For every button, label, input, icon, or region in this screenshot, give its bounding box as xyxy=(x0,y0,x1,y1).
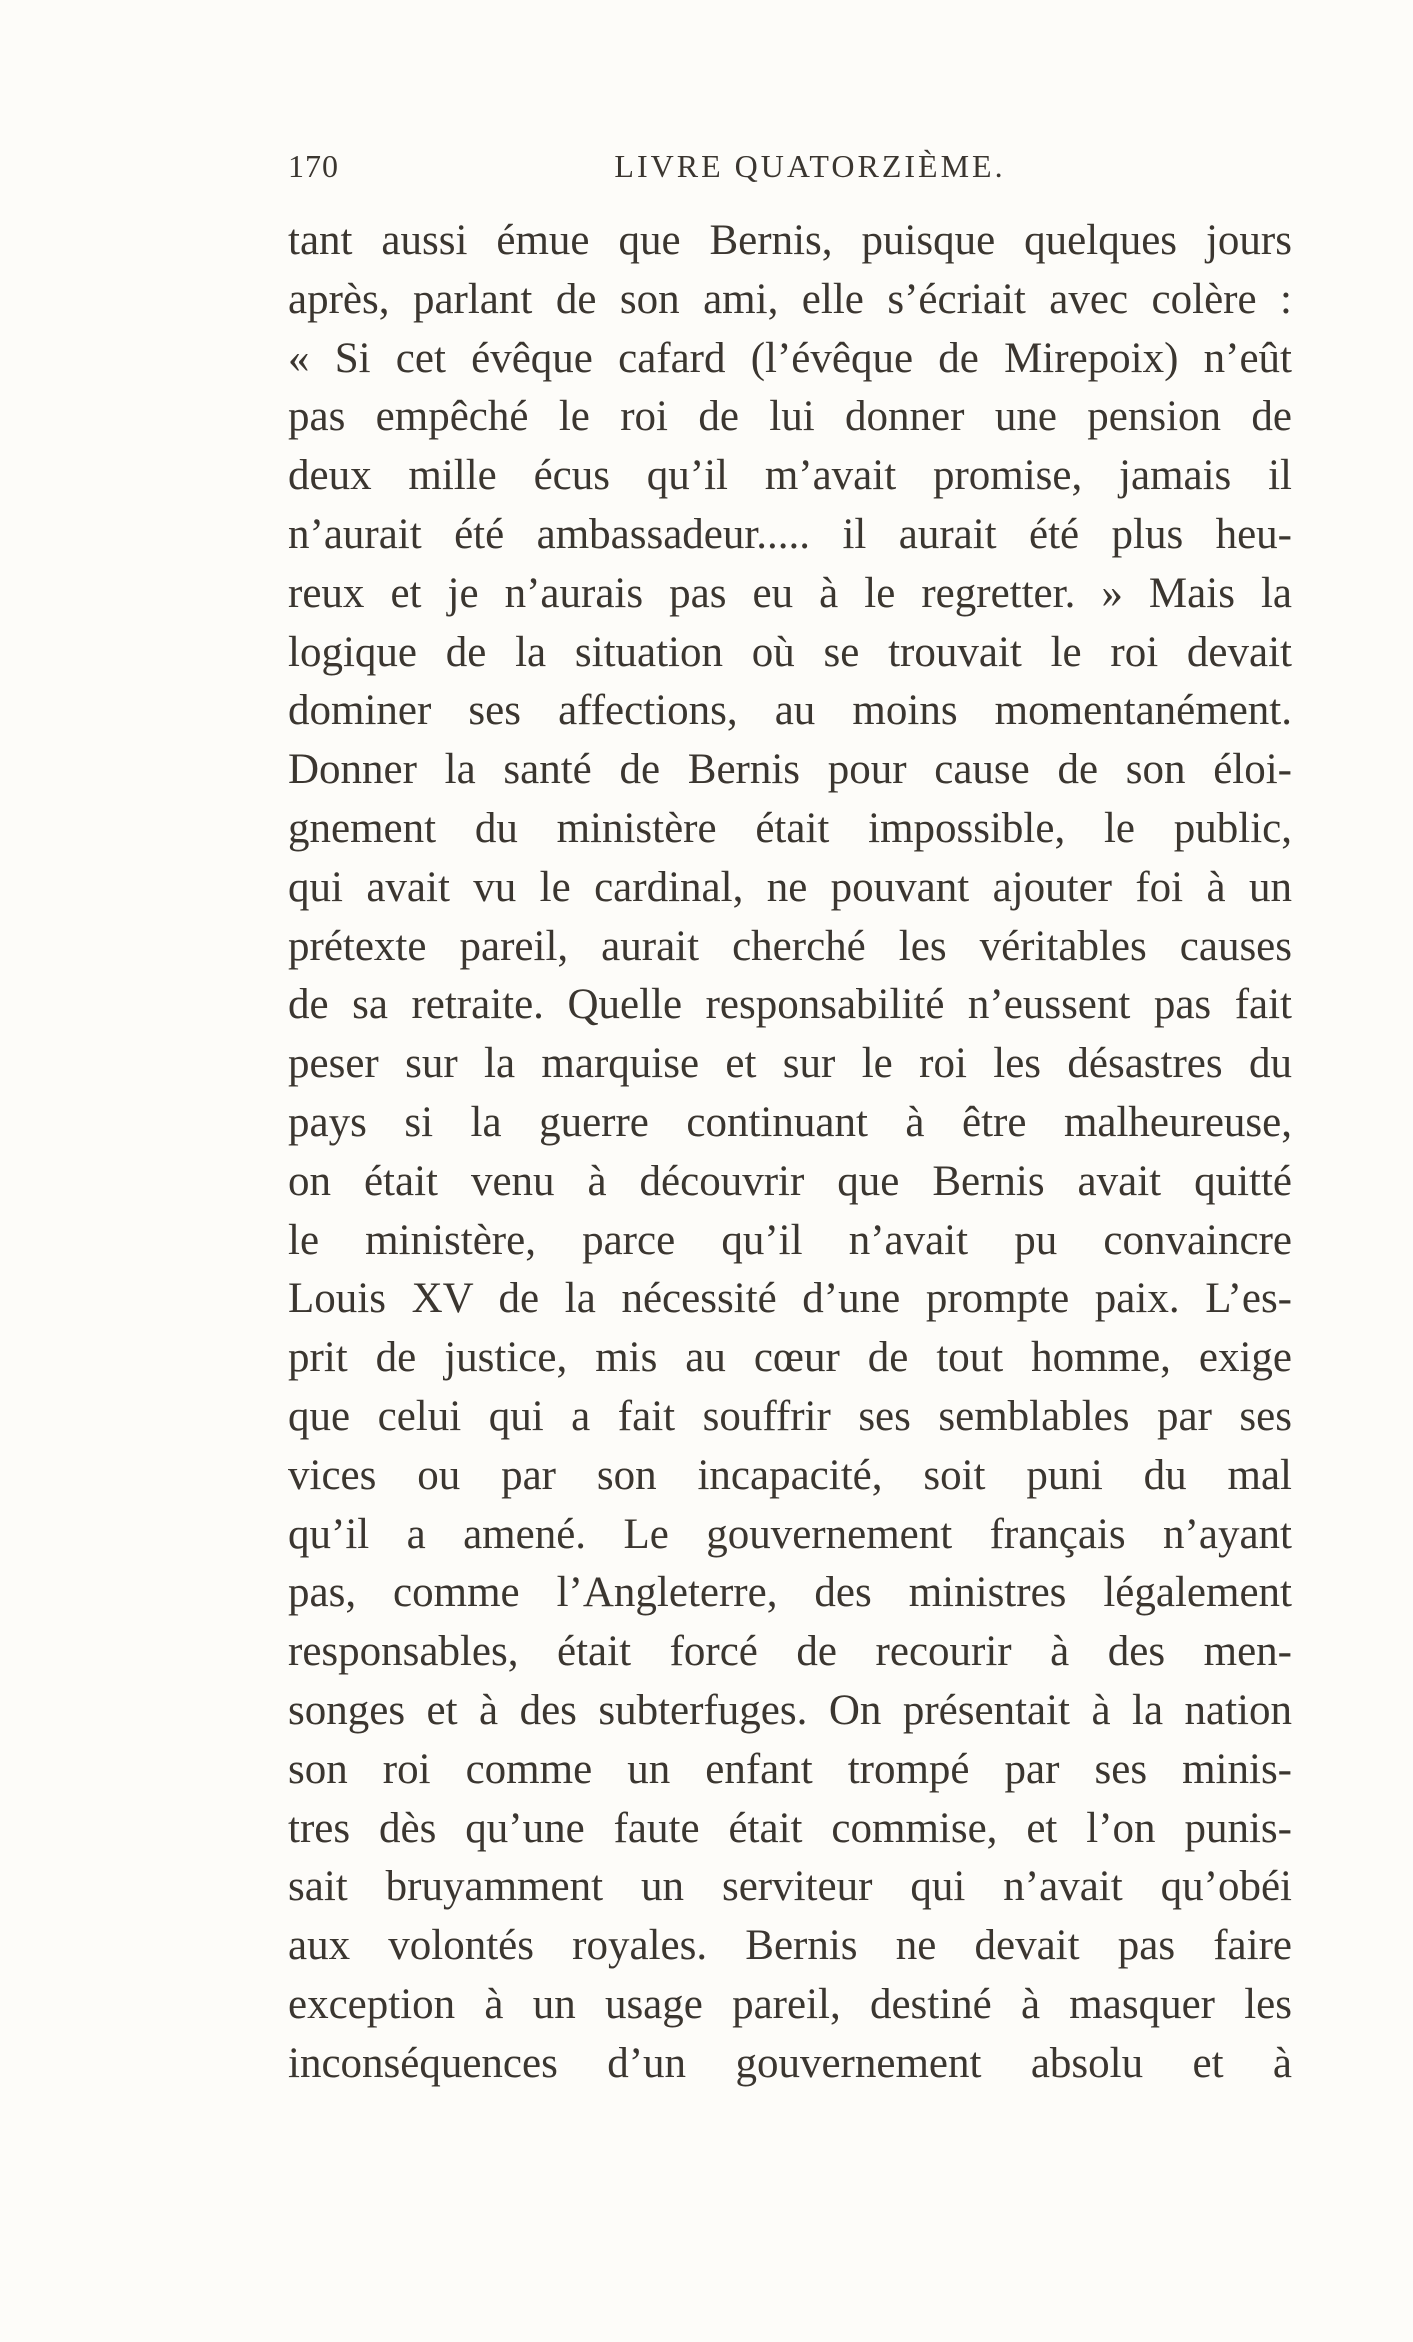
page-number: 170 xyxy=(288,148,339,184)
text-line: responsables, était forcé de recourir à des men- xyxy=(288,1628,1292,1676)
text-line: tres dès qu’une faute était commise, et l’on punis- xyxy=(288,1804,1292,1852)
text-line: « Si cet évêque cafard (l’évêque de Mirepoix) n’eût xyxy=(288,334,1292,382)
text-line: gnement du ministère était impossible, le public, xyxy=(288,804,1292,852)
text-line: reux et je n’aurais pas eu à le regretter. » Mais la xyxy=(288,569,1292,617)
text-line: logique de la situation où se trouvait le roi devait xyxy=(288,628,1292,676)
page-header xyxy=(288,148,1292,198)
text-line: pays si la guerre continuant à être malheureuse, xyxy=(288,1098,1292,1146)
text-line: qui avait vu le cardinal, ne pouvant ajouter foi à un xyxy=(288,863,1292,911)
text-line: pas, comme l’Angleterre, des ministres légalement xyxy=(288,1569,1292,1617)
text-line: vices ou par son incapacité, soit puni du mal xyxy=(288,1451,1292,1499)
text-line: deux mille écus qu’il m’avait promise, jamais il xyxy=(288,452,1292,500)
body-text xyxy=(288,212,1292,2094)
text-line: aux volontés royales. Bernis ne devait pas faire xyxy=(288,1922,1292,1970)
running-title: LIVRE QUATORZIÈME. xyxy=(614,148,1006,184)
text-line: prétexte pareil, aurait cherché les véritables causes xyxy=(288,922,1292,970)
text-line: n’aurait été ambassadeur..... il aurait été plus heu- xyxy=(288,510,1292,558)
text-line: que celui qui a fait souffrir ses semblables par ses xyxy=(288,1392,1292,1440)
text-line: son roi comme un enfant trompé par ses minis- xyxy=(288,1745,1292,1793)
text-line: sait bruyamment un serviteur qui n’avait qu’obéi xyxy=(288,1863,1292,1911)
text-line: pas empêché le roi de lui donner une pension de xyxy=(288,393,1292,441)
text-line: songes et à des subterfuges. On présentait à la nation xyxy=(288,1686,1292,1734)
text-line: on était venu à découvrir que Bernis avait quitté xyxy=(288,1157,1292,1205)
text-line: exception à un usage pareil, destiné à masquer les xyxy=(288,1980,1292,2028)
text-line: Louis XV de la nécessité d’une prompte paix. L’es- xyxy=(288,1275,1292,1323)
text-line: le ministère, parce qu’il n’avait pu convaincre xyxy=(288,1216,1292,1264)
text-line: inconséquences d’un gouvernement absolu et à xyxy=(288,2039,1292,2087)
text-line: qu’il a amené. Le gouvernement français n’ayant xyxy=(288,1510,1292,1558)
text-line: tant aussi émue que Bernis, puisque quelques jours xyxy=(288,217,1292,264)
text-line: après, parlant de son ami, elle s’écriait avec colère : xyxy=(288,275,1292,323)
text-line: prit de justice, mis au cœur de tout homme, exige xyxy=(288,1334,1292,1382)
text-line: de sa retraite. Quelle responsabilité n’eussent pas fait xyxy=(288,981,1292,1029)
text-line: dominer ses affections, au moins momentanément. xyxy=(288,687,1292,735)
text-line: Donner la santé de Bernis pour cause de son éloi- xyxy=(288,746,1292,794)
text-line: peser sur la marquise et sur le roi les désastres du xyxy=(288,1040,1292,1088)
